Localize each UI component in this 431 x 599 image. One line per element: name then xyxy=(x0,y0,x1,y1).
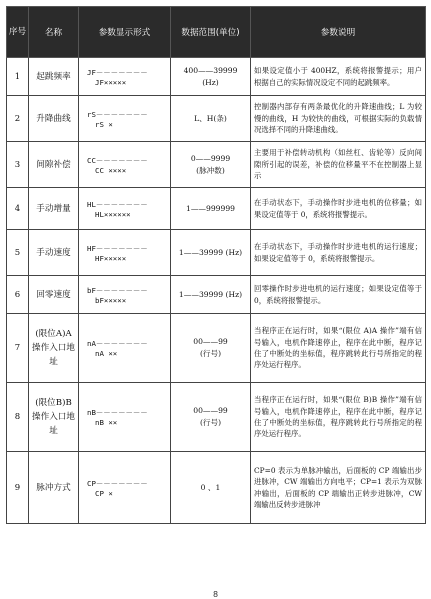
page-number: 8 xyxy=(212,590,219,599)
format-line-2: nB ×× xyxy=(95,418,118,427)
row-range: 0 、1 xyxy=(171,452,251,524)
row-description: 当程序正在运行时，如果“(限位 B)B 操作”端有信号输入，电机作降速停止，程序在此中断，程序记住了中断处的坐标值，程序跳转此行号所指定的程序处运行程序。 xyxy=(251,383,426,452)
format-line-2: bF××××× xyxy=(95,295,127,305)
row-format xyxy=(79,383,171,452)
row-name: 手动速度 xyxy=(29,230,79,276)
row-index: 1 xyxy=(7,58,29,96)
format-line-1: CP－－－－－－－ xyxy=(87,478,148,488)
header-name: 名称 xyxy=(29,7,79,58)
row-format xyxy=(79,188,171,230)
row-name: (限位B)B操作入口地址 xyxy=(29,383,79,452)
row-name: 手动增量 xyxy=(29,188,79,230)
row-index: 5 xyxy=(7,230,29,276)
format-line-2: JF××××× xyxy=(95,77,127,87)
row-index: 7 xyxy=(7,314,29,383)
row-description: 控制器内部存有两条最优化的升降速曲线；L 为较慢的曲线，H 为较快的曲线，可根据实际的负载情况选择不同的升降速曲线。 xyxy=(251,96,426,142)
format-line-2: nA ×× xyxy=(95,349,118,358)
row-format xyxy=(79,314,171,383)
header-range: 数据范围(单位) xyxy=(171,7,251,58)
table-row xyxy=(7,142,426,188)
format-line-1: nB－－－－－－－ xyxy=(87,408,148,417)
parameter-table xyxy=(6,6,426,524)
row-name: 升降曲线 xyxy=(29,96,79,142)
table-header-row xyxy=(7,7,426,58)
row-range: 00——99 (行号) xyxy=(171,383,251,452)
row-description: 回零操作时步进电机的运行速度；如果设定值等于 0，系统将报警提示。 xyxy=(251,276,426,314)
table-row xyxy=(7,188,426,230)
row-description: 在手动状态下，手动操作时步进电机的位移量；如果设定值等于 0，系统将报警提示。 xyxy=(251,188,426,230)
row-description: 如果设定值小于 400HZ，系统将报警提示；用户根据自己的实际情况设定不同的起跳频率。 xyxy=(251,58,426,96)
row-format xyxy=(79,276,171,314)
format-line-1: rS－－－－－－－ xyxy=(87,109,148,119)
row-description: 主要用于补偿转动机构（如丝杠、齿轮等）反向间隙所引起的误差，补偿的位移量平不在控制器上显示 xyxy=(251,142,426,188)
row-range: 00——99 (行号) xyxy=(171,314,251,383)
row-range: 1——999999 xyxy=(171,188,251,230)
format-line-1: HL－－－－－－－ xyxy=(87,199,148,209)
row-index: 4 xyxy=(7,188,29,230)
row-index: 8 xyxy=(7,383,29,452)
header-index: 序号 xyxy=(7,7,29,58)
table-row xyxy=(7,230,426,276)
row-description: CP=0 表示为单脉冲输出，后面板的 CP 端输出步进脉冲，CW 端输出方向电平；CP=1 表示为双脉冲输出，后面板的 CP 端输出正转步进脉冲，CW 端输出反转步进脉冲 xyxy=(251,452,426,524)
row-range: 400——39999 (Hz) xyxy=(171,58,251,96)
table-row xyxy=(7,58,426,96)
table-row xyxy=(7,96,426,142)
row-range: 0——9999 (脉冲数) xyxy=(171,142,251,188)
header-description: 参数说明 xyxy=(251,7,426,58)
format-line-1: CC－－－－－－－ xyxy=(87,155,148,165)
row-range: 1——39999 (Hz) xyxy=(171,276,251,314)
row-name: 脉冲方式 xyxy=(29,452,79,524)
table-row xyxy=(7,383,426,452)
row-index: 9 xyxy=(7,452,29,524)
row-name: 间隙补偿 xyxy=(29,142,79,188)
format-line-1: HF－－－－－－－ xyxy=(87,243,148,253)
row-range: 1——39999 (Hz) xyxy=(171,230,251,276)
table-row xyxy=(7,276,426,314)
header-format: 参数显示形式 xyxy=(79,7,171,58)
table-row xyxy=(7,452,426,524)
row-index: 3 xyxy=(7,142,29,188)
format-line-2: CP × xyxy=(95,488,113,498)
row-format xyxy=(79,452,171,524)
format-line-2: HF××××× xyxy=(95,253,127,263)
format-line-2: CC ×××× xyxy=(95,165,127,175)
row-format xyxy=(79,96,171,142)
row-format xyxy=(79,230,171,276)
parameter-table-sheet xyxy=(6,6,425,524)
row-range: L、H(条) xyxy=(171,96,251,142)
row-name: (限位A)A操作入口地址 xyxy=(29,314,79,383)
row-description: 在手动状态下，手动操作时步进电机的运行速度；如果设定值等于 0，系统将报警提示。 xyxy=(251,230,426,276)
table-row xyxy=(7,314,426,383)
format-line-1: JF－－－－－－－ xyxy=(87,67,148,77)
row-format xyxy=(79,58,171,96)
format-line-1: bF－－－－－－－ xyxy=(87,285,148,295)
row-index: 2 xyxy=(7,96,29,142)
format-line-2: rS × xyxy=(95,119,113,129)
format-line-2: HL×××××× xyxy=(95,209,131,219)
format-line-1: nA－－－－－－－ xyxy=(87,339,148,348)
row-name: 回零速度 xyxy=(29,276,79,314)
row-description: 当程序正在运行时，如果“(限位 A)A 操作”端有信号输入，电机作降速停止，程序在此中断，程序记住了中断处的坐标值，程序跳转此行号所指定的程序处运行程序。 xyxy=(251,314,426,383)
row-format xyxy=(79,142,171,188)
row-name: 起跳频率 xyxy=(29,58,79,96)
row-index: 6 xyxy=(7,276,29,314)
